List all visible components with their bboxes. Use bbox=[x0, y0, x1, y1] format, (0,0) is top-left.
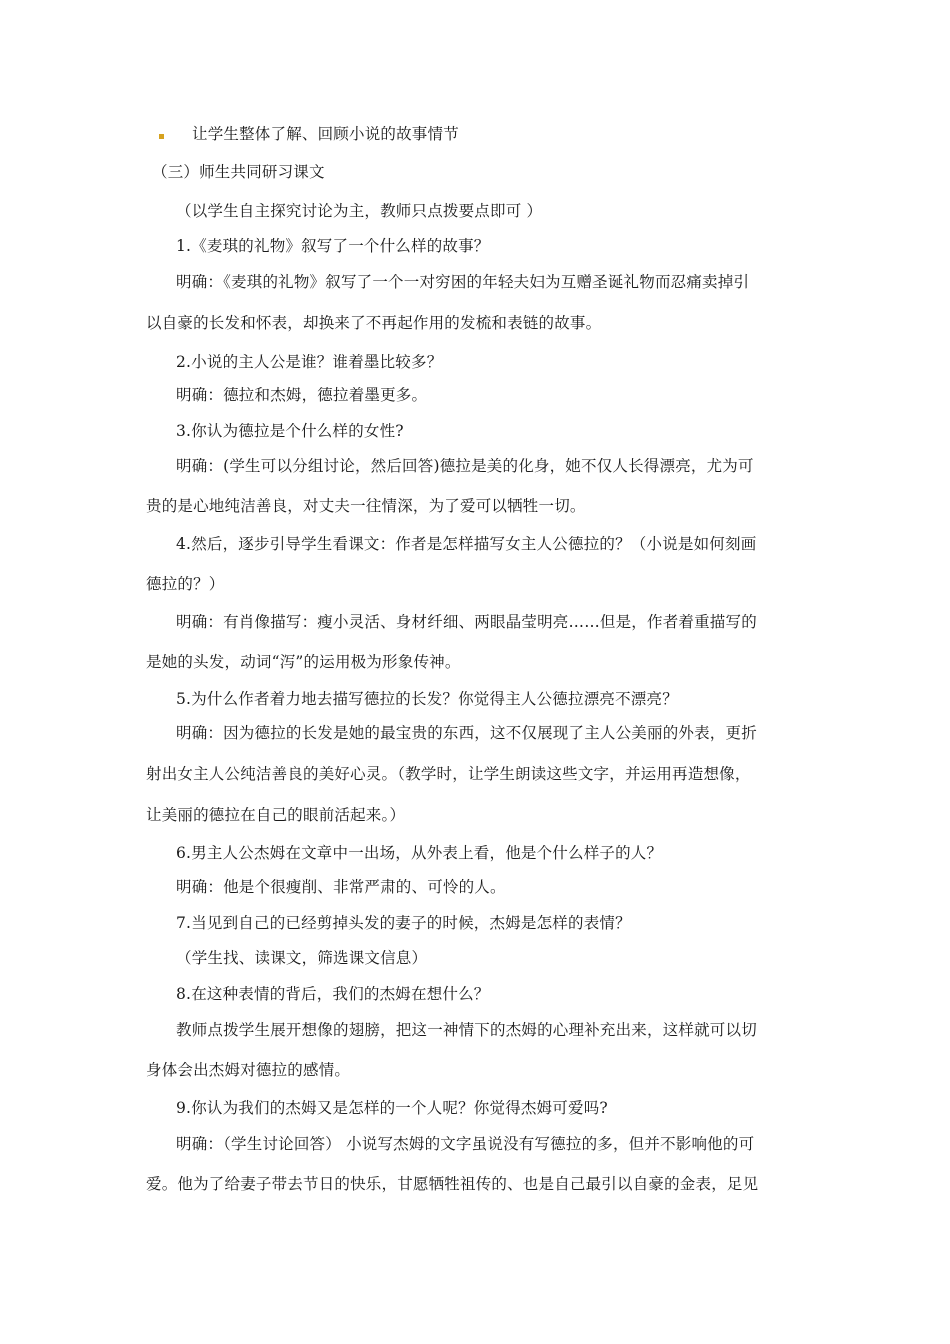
answer-6: 明确：他是个很瘦削、非常严肃的、可怜的人。 bbox=[176, 878, 506, 896]
question-2: 2.小说的主人公是谁？谁着墨比较多？ bbox=[176, 353, 443, 371]
bullet-marker bbox=[159, 134, 164, 139]
section-heading: （三）师生共同研习课文 bbox=[152, 163, 325, 181]
question-8: 8.在这种表情的背后，我们的杰姆在想什么？ bbox=[176, 985, 490, 1003]
question-9: 9.你认为我们的杰姆又是怎样的一个人呢？你觉得杰姆可爱吗? bbox=[176, 1099, 608, 1117]
question-3: 3.你认为德拉是个什么样的女性? bbox=[176, 422, 404, 440]
answer-4-line-1: 明确：有肖像描写：瘦小灵活、身材纤细、两眼晶莹明亮……但是，作者着重描写的 bbox=[176, 613, 757, 631]
question-7: 7.当见到自己的已经剪掉头发的妻子的时候，杰姆是怎样的表情？ bbox=[176, 914, 631, 932]
question-5: 5.为什么作者着力地去描写德拉的长发？你觉得主人公德拉漂亮不漂亮？ bbox=[176, 690, 678, 708]
answer-9-line-1: 明确：（学生讨论回答） 小说写杰姆的文字虽说没有写德拉的多，但并不影响他的可 bbox=[176, 1135, 755, 1153]
question-1: 1.《麦琪的礼物》叙写了一个什么样的故事？ bbox=[176, 237, 490, 255]
answer-5-line-2: 射出女主人公纯洁善良的美好心灵。（教学时，让学生朗读这些文字，并运用再造想像， bbox=[146, 765, 751, 783]
bullet-line: 让学生整体了解、回顾小说的故事情节 bbox=[192, 125, 459, 143]
answer-7: （学生找、读课文，筛选课文信息） bbox=[176, 949, 428, 967]
answer-5-line-1: 明确：因为德拉的长发是她的最宝贵的东西，这不仅展现了主人公美丽的外表，更折 bbox=[176, 724, 757, 742]
question-4-line-2: 德拉的？） bbox=[146, 575, 225, 593]
question-4-line-1: 4.然后，逐步引导学生看课文：作者是怎样描写女主人公德拉的？（小说是如何刻画 bbox=[176, 535, 757, 553]
answer-2: 明确：德拉和杰姆，德拉着墨更多。 bbox=[176, 386, 428, 404]
answer-8-line-2: 身体会出杰姆对德拉的感情。 bbox=[146, 1061, 351, 1079]
instruction-note: （以学生自主探究讨论为主，教师只点拨要点即可 ） bbox=[176, 202, 543, 220]
answer-4-line-2: 是她的头发，动词“泻”的运用极为形象传神。 bbox=[146, 653, 461, 671]
answer-3-line-1: 明确：(学生可以分组讨论，然后回答)德拉是美的化身，她不仅人长得漂亮，尤为可 bbox=[176, 457, 754, 475]
answer-8-line-1: 教师点拨学生展开想像的翅膀，把这一神情下的杰姆的心理补充出来，这样就可以切 bbox=[176, 1021, 757, 1039]
answer-5-line-3: 让美丽的德拉在自己的眼前活起来。） bbox=[146, 806, 406, 824]
answer-9-line-2: 爱。他为了给妻子带去节日的快乐，甘愿牺牲祖传的、也是自己最引以自豪的金表，足见 bbox=[146, 1175, 759, 1193]
answer-3-line-2: 贵的是心地纯洁善良，对丈夫一往情深，为了爱可以牺牲一切。 bbox=[146, 497, 586, 515]
answer-1-line-1: 明确：《麦琪的礼物》叙写了一个一对穷困的年轻夫妇为互赠圣诞礼物而忍痛卖掉引 bbox=[176, 273, 750, 291]
answer-1-line-2: 以自豪的长发和怀表，却换来了不再起作用的发梳和表链的故事。 bbox=[146, 314, 602, 332]
question-6: 6.男主人公杰姆在文章中一出场，从外表上看，他是个什么样子的人？ bbox=[176, 844, 663, 862]
